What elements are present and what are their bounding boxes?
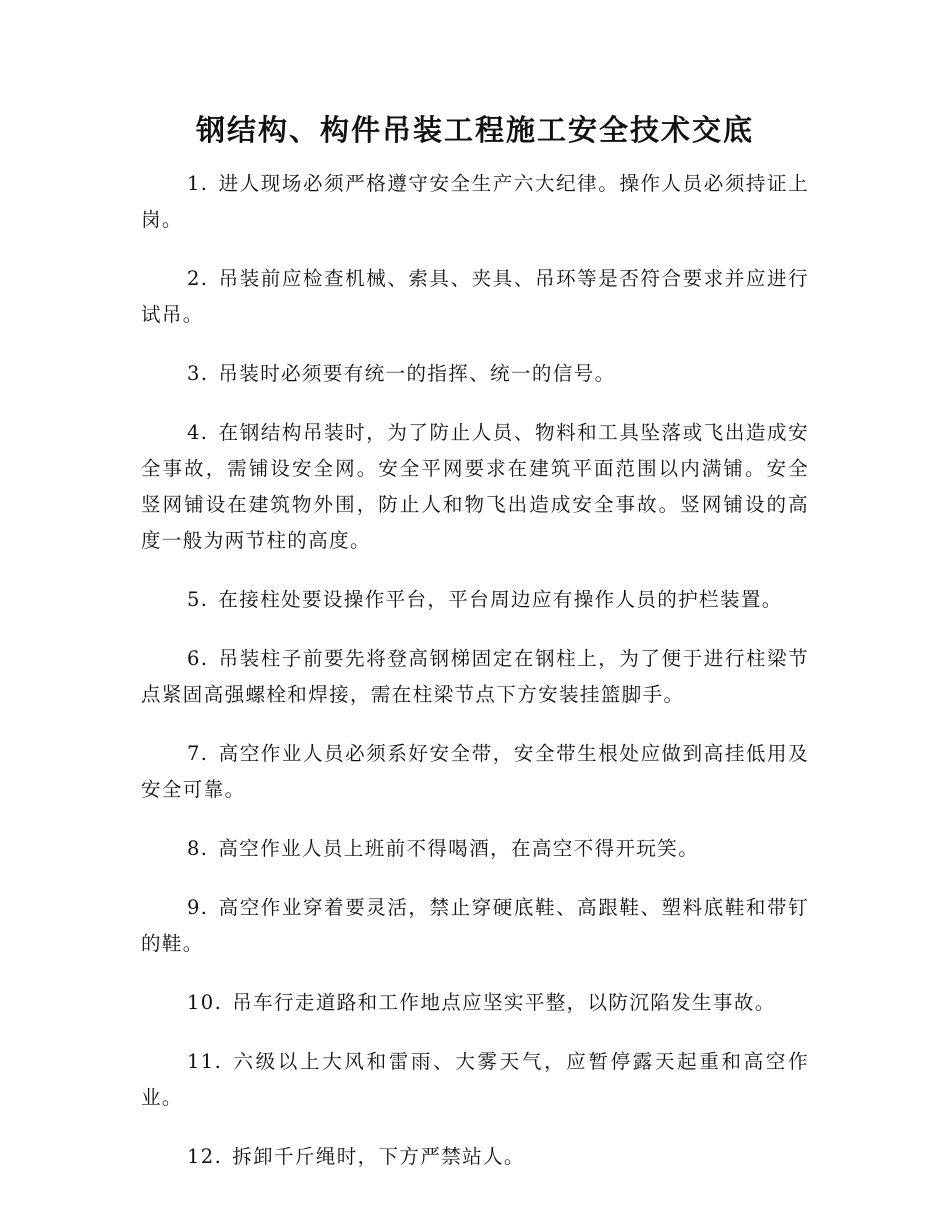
- item-number: 8.: [187, 837, 209, 860]
- document-title: 钢结构、构件吊装工程施工安全技术交底: [195, 113, 754, 147]
- list-item: [141, 1139, 809, 1175]
- list-item: [141, 831, 809, 867]
- item-text: 进人现场必须严格遵守安全生产六大纪律。操作人员必须持证上岗。: [141, 172, 809, 231]
- item-text: 在接柱处要设操作平台，平台周边应有操作人员的护栏装置。: [218, 588, 783, 611]
- item-number: 3.: [187, 362, 209, 385]
- list-item: [141, 415, 809, 559]
- item-text: 拆卸千斤绳时，下方严禁站人。: [232, 1145, 525, 1168]
- item-text: 吊装柱子前要先将登高钢梯固定在钢柱上，为了便于进行柱梁节点紧固高强螺栓和焊接，需在柱梁节点下方安装挂篮脚手。: [141, 647, 809, 706]
- list-item: [141, 985, 809, 1021]
- item-text: 吊装时必须要有统一的指挥、统一的信号。: [218, 362, 616, 385]
- list-item: [141, 890, 809, 962]
- item-number: 4.: [187, 421, 209, 444]
- list-item: [141, 736, 809, 808]
- item-text: 高空作业人员必须系好安全带，安全带生根处应做到高挂低用及安全可靠。: [141, 742, 809, 801]
- document-body: [141, 166, 809, 1198]
- item-text: 高空作业穿着要灵活，禁止穿硬底鞋、高跟鞋、塑料底鞋和带钉的鞋。: [141, 896, 809, 955]
- item-text: 吊车行走道路和工作地点应坚实平整，以防沉陷发生事故。: [232, 991, 776, 1014]
- item-number: 7.: [187, 742, 209, 765]
- list-item: [141, 356, 809, 392]
- item-number: 5.: [187, 588, 209, 611]
- list-item: [141, 166, 809, 238]
- item-number: 10.: [187, 991, 223, 1014]
- item-text: 在钢结构吊装时，为了防止人员、物料和工具坠落或飞出造成安全事故，需铺设安全网。安全平网要求在建筑平面范围以内满铺。安全竖网铺设在建筑物外围，防止人和物飞出造成安全事故。竖网铺设的高度一般为两节柱的高度。: [141, 421, 809, 552]
- list-item: [141, 582, 809, 618]
- item-number: 6.: [187, 647, 209, 670]
- item-number: 11.: [187, 1050, 223, 1073]
- list-item: [141, 641, 809, 713]
- item-number: 1.: [187, 172, 209, 195]
- list-item: [141, 1044, 809, 1116]
- item-number: 9.: [187, 896, 209, 919]
- list-item: [141, 261, 809, 333]
- item-text: 吊装前应检查机械、索具、夹具、吊环等是否符合要求并应进行试吊。: [141, 267, 809, 326]
- item-text: 高空作业人员上班前不得喝酒，在高空不得开玩笑。: [218, 837, 700, 860]
- item-number: 2.: [187, 267, 209, 290]
- item-text: 六级以上大风和雷雨、大雾天气，应暂停露天起重和高空作业。: [141, 1050, 809, 1109]
- item-number: 12.: [187, 1145, 223, 1168]
